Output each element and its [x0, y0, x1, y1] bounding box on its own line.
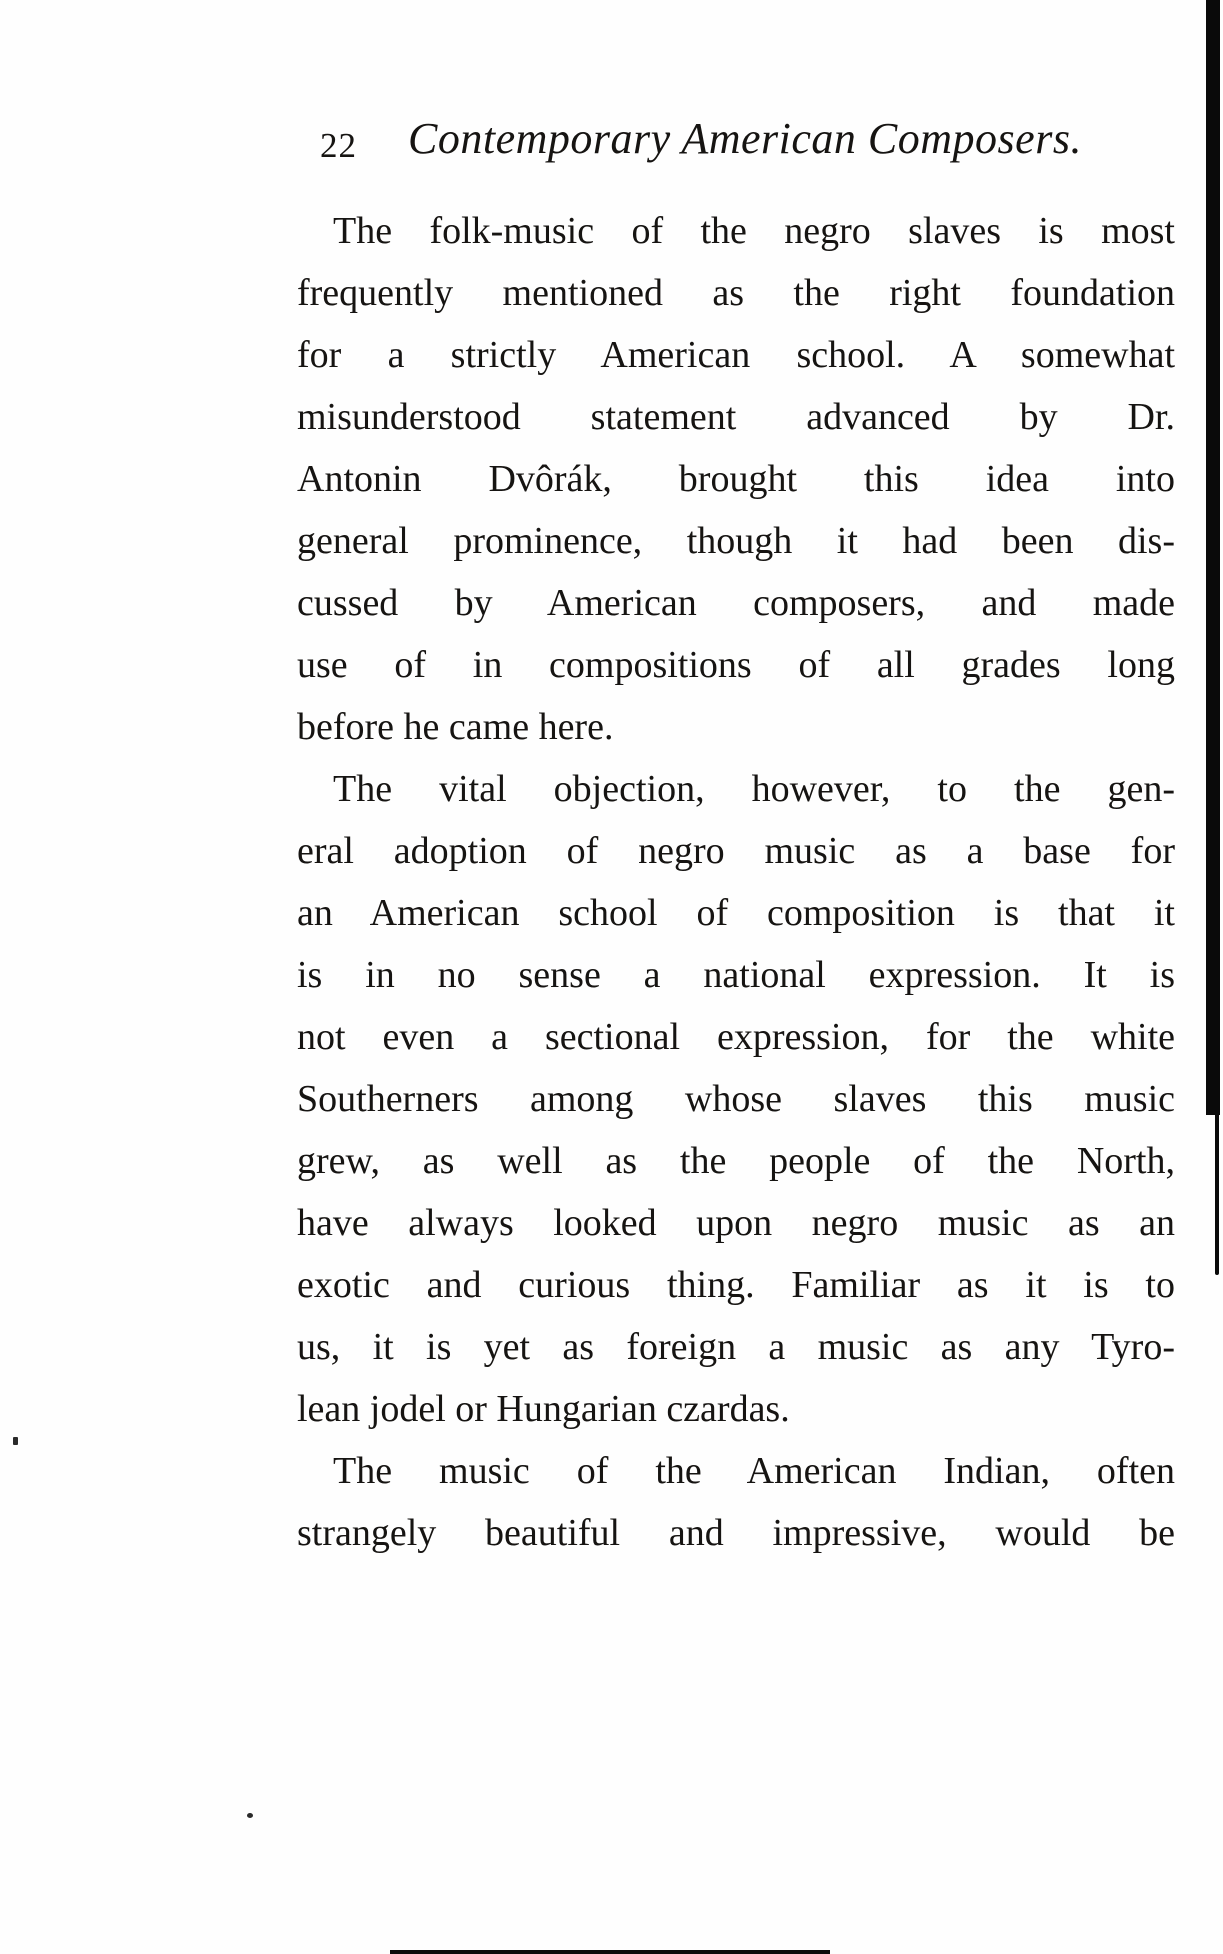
body-text — [297, 200, 1175, 1564]
ink-speck — [13, 1437, 18, 1445]
running-header — [0, 0, 1223, 190]
text-line: eral adoption of negro music as a base for — [297, 830, 1175, 872]
scan-bottom-line — [390, 1950, 830, 1954]
text-line: use of in compositions of all grades long — [297, 644, 1175, 686]
text-line: for a strictly American school. A somewhat — [297, 334, 1175, 376]
ink-speck — [247, 1813, 253, 1818]
text-line: misunderstood statement advanced by Dr. — [297, 396, 1175, 438]
text-line: strangely beautiful and impressive, would be — [297, 1512, 1175, 1554]
text-line: is in no sense a national expression. It is — [297, 954, 1175, 996]
text-line: before he came here. — [297, 706, 614, 748]
paragraph — [297, 200, 1175, 758]
paragraph — [297, 1440, 1175, 1564]
paragraph — [297, 758, 1175, 1440]
text-line: The music of the American Indian, often — [333, 1450, 1175, 1492]
text-line: The vital objection, however, to the gen- — [333, 768, 1175, 810]
text-line: have always looked upon negro music as an — [297, 1202, 1175, 1244]
text-line: Southerners among whose slaves this music — [297, 1078, 1175, 1120]
scan-edge-bar — [1215, 1115, 1219, 1275]
text-line: grew, as well as the people of the North, — [297, 1140, 1175, 1182]
text-line: Antonin Dvôrák, brought this idea into — [297, 458, 1175, 500]
text-line: The folk-music of the negro slaves is most — [333, 210, 1175, 252]
page-number: 22 — [320, 126, 357, 165]
text-line: an American school of composition is that it — [297, 892, 1175, 934]
running-title: Contemporary American Composers. — [408, 114, 1082, 163]
text-line: exotic and curious thing. Familiar as it is to — [297, 1264, 1175, 1306]
text-line: general prominence, though it had been dis- — [297, 520, 1175, 562]
text-line: not even a sectional expression, for the white — [297, 1016, 1175, 1058]
text-line: us, it is yet as foreign a music as any Tyro- — [297, 1326, 1175, 1368]
text-line: frequently mentioned as the right foundation — [297, 272, 1175, 314]
text-line: lean jodel or Hungarian czardas. — [297, 1388, 790, 1430]
scan-edge-bar — [1206, 0, 1220, 1115]
text-line: cussed by American composers, and made — [297, 582, 1175, 624]
